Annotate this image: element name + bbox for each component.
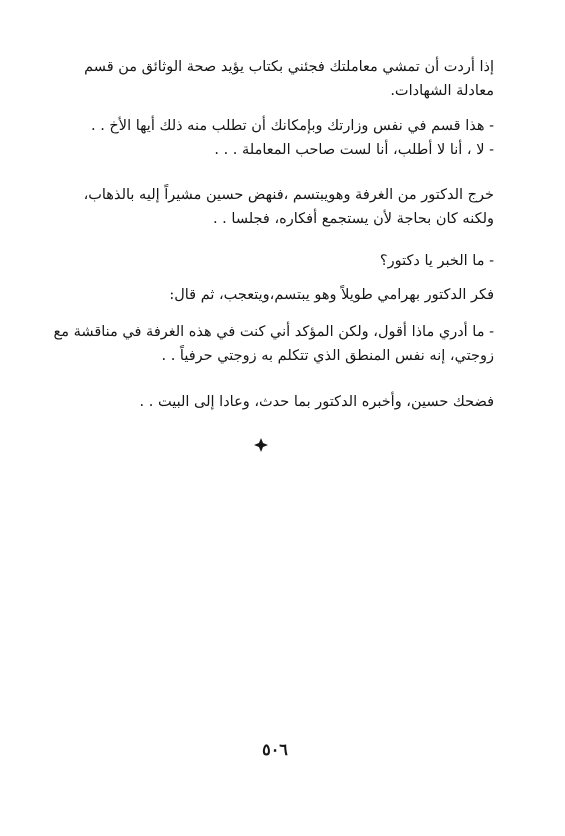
- dialogue-line: زوجتي، إنه نفس المنطق الذي تتكلم به زوجتي حرفياً . .: [161, 348, 494, 364]
- text-line: معادلة الشهادات.: [390, 83, 494, 99]
- paragraph-3: [68, 183, 494, 231]
- paragraph-7: [68, 390, 494, 414]
- dialogue-line: - ما الخبر يا دكتور؟: [379, 253, 494, 269]
- paragraph-6: [53, 320, 494, 368]
- paragraph-2: [68, 114, 494, 162]
- dialogue-line: - لا ، أنا لا أطلب، أنا لست صاحب المعاملة . . .: [214, 142, 494, 158]
- dialogue-line: - هذا قسم في نفس وزارتك وبإمكانك أن تطلب منه ذلك أيها الأخ . .: [91, 118, 494, 134]
- page-number: ٥٠٦: [262, 740, 288, 759]
- dialogue-line: - ما أدري ماذا أقول، ولكن المؤكد أني كنت في هذه الغرفة في مناقشة مع: [53, 324, 494, 340]
- text-line: فكر الدكتور بهرامي طويلاً وهو يبتسم،ويتعجب، ثم قال:: [169, 287, 494, 303]
- text-line: ولكنه كان بحاجة لأن يستجمع أفكاره، فجلسا . .: [212, 211, 494, 227]
- section-ornament-icon: [253, 437, 269, 453]
- paragraph-5: [68, 283, 494, 307]
- text-line: فضحك حسين، وأخبره الدكتور بما حدث، وعادا إلى البيت . .: [139, 394, 494, 410]
- paragraph-4: [68, 249, 494, 273]
- text-line: خرج الدكتور من الغرفة وهويبتسم ،فنهض حسين مشيراً إليه بالذهاب،: [83, 187, 494, 203]
- paragraph-1: [68, 55, 494, 103]
- text-line: إذا أردت أن تمشي معاملتك فجئني بكتاب يؤيد صحة الوثائق من قسم: [84, 59, 494, 75]
